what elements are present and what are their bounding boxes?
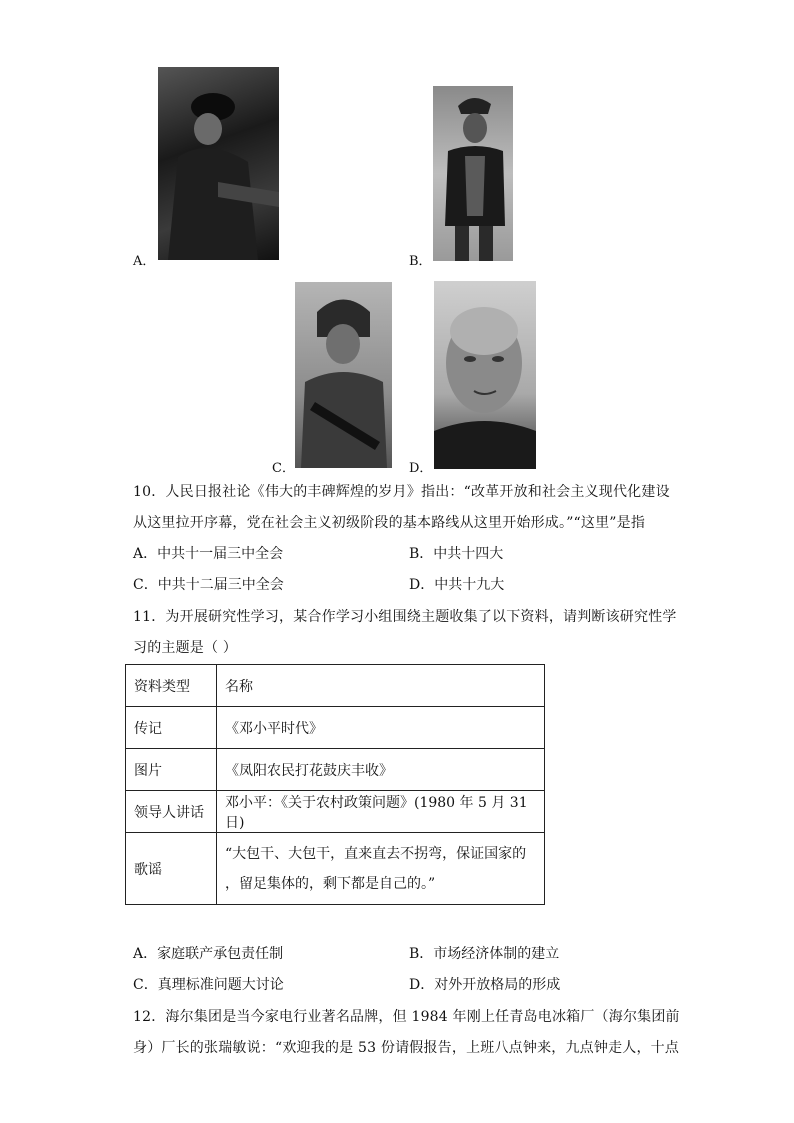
option-d-label: D． bbox=[409, 461, 433, 476]
table-cell: 《凤阳农民打花鼓庆丰收》 bbox=[217, 749, 545, 791]
q10-option-b[interactable]: B．中共十四大 bbox=[409, 546, 504, 562]
q12-stem-line2: 身）厂长的张瑞敏说：“欢迎我的是 53 份请假报告，上班八点钟来，九点钟走人，十点 bbox=[133, 1040, 680, 1056]
q11-option-b[interactable]: B．市场经济体制的建立 bbox=[409, 946, 560, 962]
table-cell: 邓小平：《关于农村政策问题》(1980 年 5 月 31 日) bbox=[217, 791, 545, 833]
q10-option-a[interactable]: A．中共十一届三中全会 bbox=[133, 546, 284, 562]
table-header-row bbox=[126, 665, 545, 707]
source-table bbox=[125, 664, 545, 905]
table-cell: 《邓小平时代》 bbox=[217, 707, 545, 749]
option-c-label: C． bbox=[272, 461, 295, 476]
q11-option-a[interactable]: A．家庭联产承包责任制 bbox=[133, 946, 284, 962]
q11-stem-line2: 习的主题是（ ） bbox=[133, 640, 238, 656]
table-row bbox=[126, 833, 545, 905]
table-cell: 歌谣 bbox=[126, 833, 217, 905]
table-row bbox=[126, 707, 545, 749]
table-header-cell: 资料类型 bbox=[126, 665, 217, 707]
q10-stem-line2: 从这里拉开序幕，党在社会主义初级阶段的基本路线从这里开始形成。”“这里”是指 bbox=[133, 515, 646, 531]
table-cell: 传记 bbox=[126, 707, 217, 749]
photo-elderly-man-portrait-icon bbox=[434, 281, 536, 469]
table-row bbox=[126, 749, 545, 791]
q12-stem-line1: 12．海尔集团是当今家电行业著名品牌，但 1984 年刚上任青岛电冰箱厂（海尔集团前 bbox=[133, 1009, 680, 1025]
photo-soldier-fur-hat-icon bbox=[295, 282, 392, 468]
q11-stem-line1: 11．为开展研究性学习，某合作学习小组围绕主题收集了以下资料，请判断该研究性学 bbox=[133, 609, 677, 625]
ballad-line2: ，留足集体的，剩下都是自己的。” bbox=[225, 875, 436, 892]
q11-option-d[interactable]: D．对外开放格局的形成 bbox=[409, 977, 561, 993]
table-row bbox=[126, 791, 545, 833]
q10-option-d[interactable]: D．中共十九大 bbox=[409, 577, 505, 593]
table-cell: 图片 bbox=[126, 749, 217, 791]
option-a-label: A． bbox=[133, 254, 156, 269]
q11-option-c[interactable]: C．真理标准问题大讨论 bbox=[133, 977, 284, 993]
photo-soldier-dark-icon bbox=[158, 67, 279, 260]
option-b-label: B． bbox=[409, 254, 432, 269]
table-cell: 领导人讲话 bbox=[126, 791, 217, 833]
table-header-cell: 名称 bbox=[217, 665, 545, 707]
photo-man-standing-icon bbox=[433, 86, 513, 261]
q10-stem-line1: 10．人民日报社论《伟大的丰碑辉煌的岁月》指出：“改革开放和社会主义现代化建设 bbox=[133, 484, 670, 500]
ballad-line1: “大包干、大包干，直来直去不拐弯，保证国家的 bbox=[225, 845, 527, 862]
table-cell bbox=[217, 833, 545, 905]
q10-option-c[interactable]: C．中共十二届三中全会 bbox=[133, 577, 284, 593]
